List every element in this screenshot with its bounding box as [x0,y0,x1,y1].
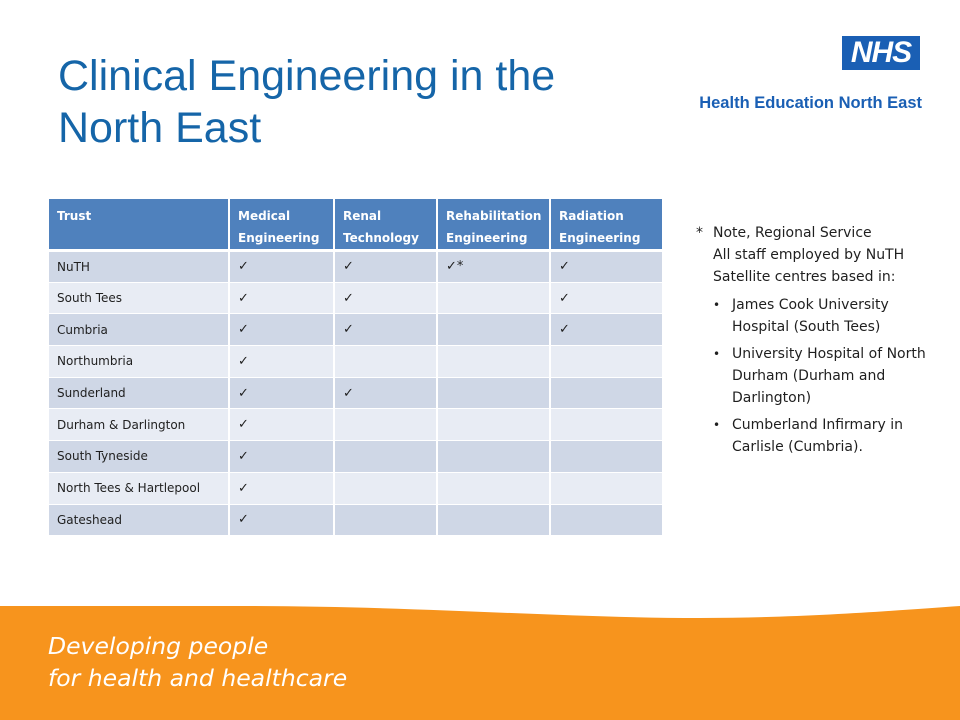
service-check-cell: ✓* [437,251,550,283]
service-check-cell [550,504,663,536]
service-check-cell: ✓ [550,251,663,283]
trust-name-cell: Cumbria [49,314,229,346]
bullet-icon: • [713,418,721,432]
satellite-centre: Cumberland Infirmary in Carlisle (Cumbria). [732,417,904,455]
satellite-centre: James Cook University Hospital (South Tees) [732,297,889,335]
note-header [696,222,936,288]
service-check-cell: ✓ [229,251,334,283]
service-check-cell [437,504,550,536]
footer-tagline [48,630,347,694]
trust-name-cell: South Tees [49,282,229,314]
service-check-cell [437,282,550,314]
column-header [49,199,229,251]
service-check-cell: ✓ [229,504,334,536]
service-check-cell [550,409,663,441]
trust-name-cell: Gateshead [49,504,229,536]
service-check-cell: ✓ [334,314,437,346]
table-row [49,282,663,314]
note-line-1: Note, Regional Service [713,225,872,241]
column-header [550,199,663,251]
service-check-cell [437,314,550,346]
title-line-2: North East [58,104,262,152]
table-row [49,504,663,536]
service-check-cell [550,346,663,378]
asterisk-marker: * [696,225,703,241]
table-header-row [49,199,663,251]
table-body [49,251,663,536]
list-item [696,414,936,458]
service-check-cell [334,441,437,473]
table-row [49,314,663,346]
service-check-cell [437,472,550,504]
service-check-cell: ✓ [229,472,334,504]
note-line-2: All staff employed by NuTH [713,247,905,263]
column-header [334,199,437,251]
tagline-line-1: Developing people [48,632,269,660]
organisation-name: Health Education North East [699,94,922,112]
service-check-cell: ✓ [334,377,437,409]
trust-name-cell: Northumbria [49,346,229,378]
service-check-cell: ✓ [229,346,334,378]
service-check-cell [437,441,550,473]
table-row [49,377,663,409]
service-check-cell: ✓ [334,282,437,314]
service-check-cell [437,346,550,378]
table-row [49,472,663,504]
service-check-cell [550,472,663,504]
trust-name-cell: North Tees & Hartlepool [49,472,229,504]
service-check-cell: ✓ [550,282,663,314]
service-check-cell [437,377,550,409]
bullet-icon: • [713,298,721,312]
trust-name-cell: NuTH [49,251,229,283]
satellite-centre: University Hospital of North Durham (Durham and Darlington) [732,346,926,406]
trust-name-cell: South Tyneside [49,441,229,473]
satellite-centres-list [696,294,936,458]
service-check-cell [334,409,437,441]
service-check-cell: ✓ [229,282,334,314]
column-header-text: Trust [57,209,92,223]
regional-service-note [696,222,936,463]
column-header [229,199,334,251]
bullet-icon: • [713,347,721,361]
service-check-cell: ✓ [229,441,334,473]
column-header-text: Technology [343,231,419,245]
column-header-text: Renal [343,209,382,223]
nhs-mark: NHS [842,36,920,70]
slide-title [58,50,658,154]
title-line-1: Clinical Engineering in the [58,52,556,100]
service-check-cell: ✓ [229,377,334,409]
service-check-cell [550,441,663,473]
service-check-cell: ✓ [229,314,334,346]
column-header [437,199,550,251]
service-check-cell [334,504,437,536]
service-check-cell [437,409,550,441]
service-check-cell [334,346,437,378]
tagline-line-2: for health and healthcare [48,664,348,692]
service-check-cell: ✓ [334,251,437,283]
column-header-text: Engineering [446,231,528,245]
column-header-text: Rehabilitation [446,209,542,223]
service-check-cell [334,472,437,504]
table-row [49,409,663,441]
service-check-cell [550,377,663,409]
trust-services-table [49,199,664,536]
note-line-3: Satellite centres based in: [713,269,896,285]
table-row [49,441,663,473]
list-item [696,294,936,338]
table-row [49,346,663,378]
column-header-text: Engineering [559,231,641,245]
service-check-cell: ✓ [229,409,334,441]
column-header-text: Medical [238,209,291,223]
nhs-logo [676,36,926,120]
trust-name-cell: Sunderland [49,377,229,409]
column-header-text: Engineering [238,231,320,245]
table-row [49,251,663,283]
service-check-cell: ✓ [550,314,663,346]
list-item [696,343,936,409]
column-header-text: Radiation [559,209,624,223]
trust-name-cell: Durham & Darlington [49,409,229,441]
